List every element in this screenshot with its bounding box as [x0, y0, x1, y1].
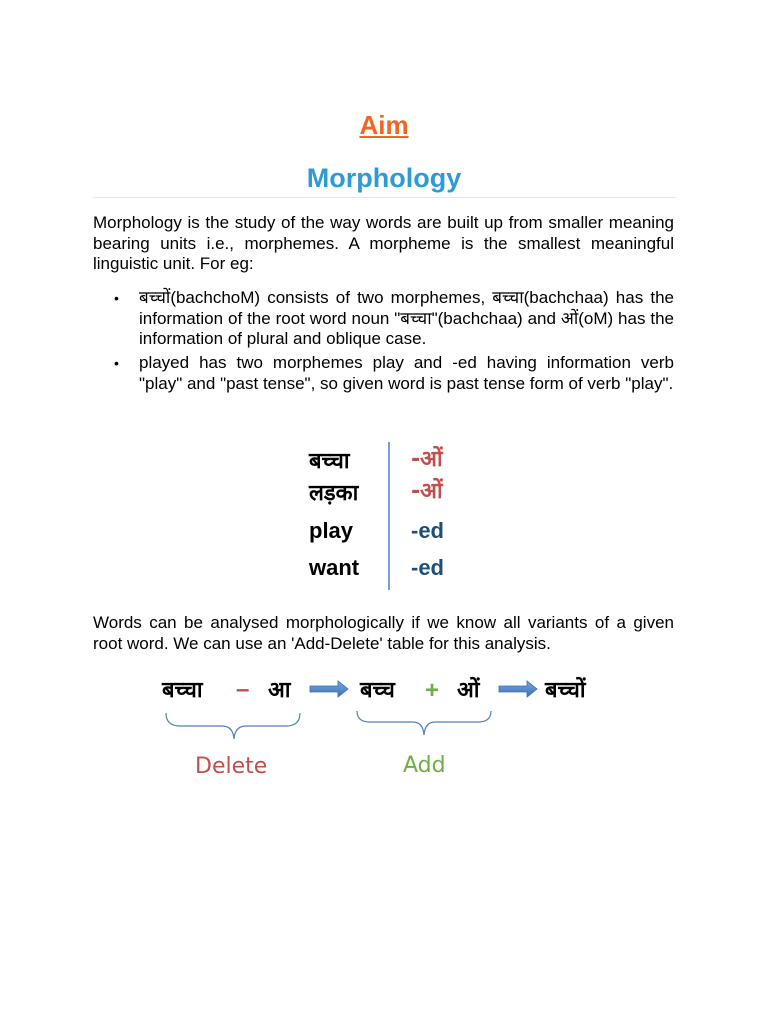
analysis-paragraph: Words can be analysed morphologically if we know all variants of a given root word. We can use an 'Add-Delete' table for this analysis. — [93, 613, 674, 653]
add-brace-icon — [357, 711, 491, 735]
suffix-1: -ओं — [411, 447, 443, 472]
result-word: बच्चों — [545, 678, 586, 703]
stem-word: बच्च — [360, 678, 395, 703]
suffix-3: -ed — [411, 518, 444, 543]
list-item-text: बच्चों(bachchoM) consists of two morphemes, बच्चा(bachchaa) has the information of the root word noun "बच्चा"(bachchaa) and ओं(oM) has the information of plural and oblique case. — [139, 288, 674, 349]
suffix-2: -ओं — [411, 479, 443, 504]
suffix-4: -ed — [411, 555, 444, 580]
added-morpheme: ओं — [457, 678, 480, 703]
intro-paragraph: Morphology is the study of the way words are built up from smaller meaning bearing units i.e., morphemes. A morpheme is the smallest meaningful linguistic unit. For eg: — [93, 213, 674, 274]
arrow-icon — [310, 681, 348, 697]
root-word-3: play — [309, 518, 354, 543]
list-item-text: played has two morphemes play and -ed having information verb "play" and "past tense", so given word is past tense form of verb "play". — [139, 353, 674, 393]
root-word-1: बच्चा — [309, 449, 350, 474]
arrow-icon — [499, 681, 537, 697]
add-label: Add — [403, 753, 446, 778]
plus-sign: + — [425, 677, 440, 704]
delete-label: Delete — [195, 754, 268, 779]
minus-sign: – — [236, 676, 250, 703]
delete-brace-icon — [166, 713, 300, 739]
bullet-icon: • — [114, 290, 119, 306]
bullet-icon: • — [114, 355, 119, 372]
root-word: बच्चा — [162, 678, 203, 703]
deleted-morpheme: आ — [268, 678, 291, 703]
aim-heading: Aim — [359, 110, 409, 140]
root-word-4: want — [309, 555, 360, 580]
root-word-2: लड़का — [309, 481, 359, 506]
page-title: Morphology — [306, 163, 462, 193]
